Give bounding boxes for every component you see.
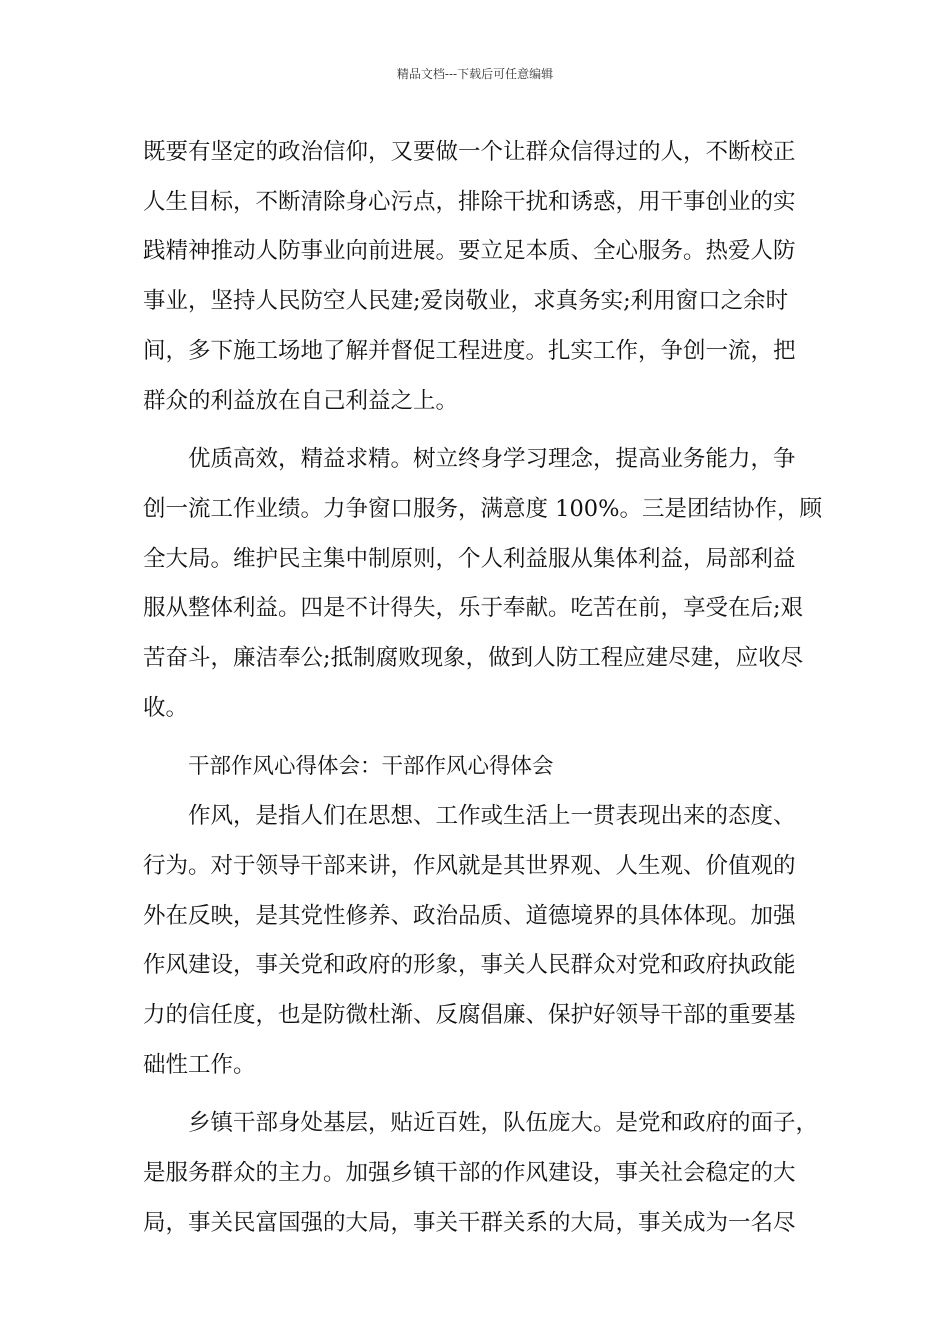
- paragraph-line: 础性工作。: [143, 1051, 256, 1078]
- paragraph-line: 创一流工作业绩。力争窗口服务，满意度 100%。三是团结协作，顾: [143, 495, 822, 522]
- paragraph-line: 既要有坚定的政治信仰，又要做一个让群众信得过的人，不断校正: [143, 139, 796, 165]
- document-body: [143, 128, 822, 1248]
- paragraph-2: [143, 435, 822, 733]
- paragraph-line: 全大局。维护民主集中制原则，个人利益服从集体利益，局部利益: [143, 545, 796, 572]
- paragraph-4: [143, 1099, 819, 1248]
- paragraph-line: 是服务群众的主力。加强乡镇干部的作风建设，事关社会稳定的大: [143, 1160, 796, 1187]
- paragraph-line: 践精神推动人防事业向前进展。要立足本质、全心服务。热爱人防: [143, 238, 796, 265]
- paragraph-line: 行为。对于领导干部来讲，作风就是其世界观、人生观、价值观的: [143, 852, 796, 879]
- paragraph-line: 外在反映，是其党性修养、政治品质、道德境界的具体体现。加强: [143, 902, 796, 929]
- paragraph-3: [143, 792, 809, 1090]
- paragraph-line: 作风，是指人们在思想、工作或生活上一贯表现出来的态度、: [188, 803, 796, 830]
- paragraph-line: 作风建设，事关党和政府的形象，事关人民群众对党和政府执政能: [143, 952, 796, 979]
- paragraph-line: 事业，坚持人民防空人民建;爱岗敬业，求真务实;利用窗口之余时: [143, 288, 789, 315]
- paragraph-line: 收。: [143, 694, 189, 721]
- section-heading: [143, 742, 809, 792]
- paragraph-line: 局，事关民富国强的大局，事关干群关系的大局，事关成为一名尽: [143, 1209, 796, 1236]
- paragraph-line: 力的信任度，也是防微杜渐、反腐倡廉、保护好领导干部的重要基: [143, 1001, 796, 1028]
- paragraph-line: 间，多下施工场地了解并督促工程进度。扎实工作，争创一流，把: [143, 337, 796, 364]
- paragraph-line: 苦奋斗，廉洁奉公;抵制腐败现象，做到人防工程应建尽建，应收尽: [143, 645, 804, 672]
- heading-line: 干部作风心得体会：干部作风心得体会: [188, 754, 554, 780]
- page-header: 精品文档---下载后可任意编辑: [396, 67, 554, 81]
- paragraph-line: 优质高效，精益求精。树立终身学习理念，提高业务能力，争: [188, 446, 796, 473]
- paragraph-line: 群众的利益放在自己利益之上。: [143, 387, 459, 414]
- paragraph-line: 人生目标，不断清除身心污点，排除干扰和诱惑，用干事创业的实: [143, 188, 796, 215]
- paragraph-line: 乡镇干部身处基层，贴近百姓，队伍庞大。是党和政府的面子，: [188, 1110, 819, 1137]
- paragraph-line: 服从整体利益。四是不计得失，乐于奉献。吃苦在前，享受在后;艰: [143, 595, 804, 622]
- paragraph-1: [143, 128, 809, 426]
